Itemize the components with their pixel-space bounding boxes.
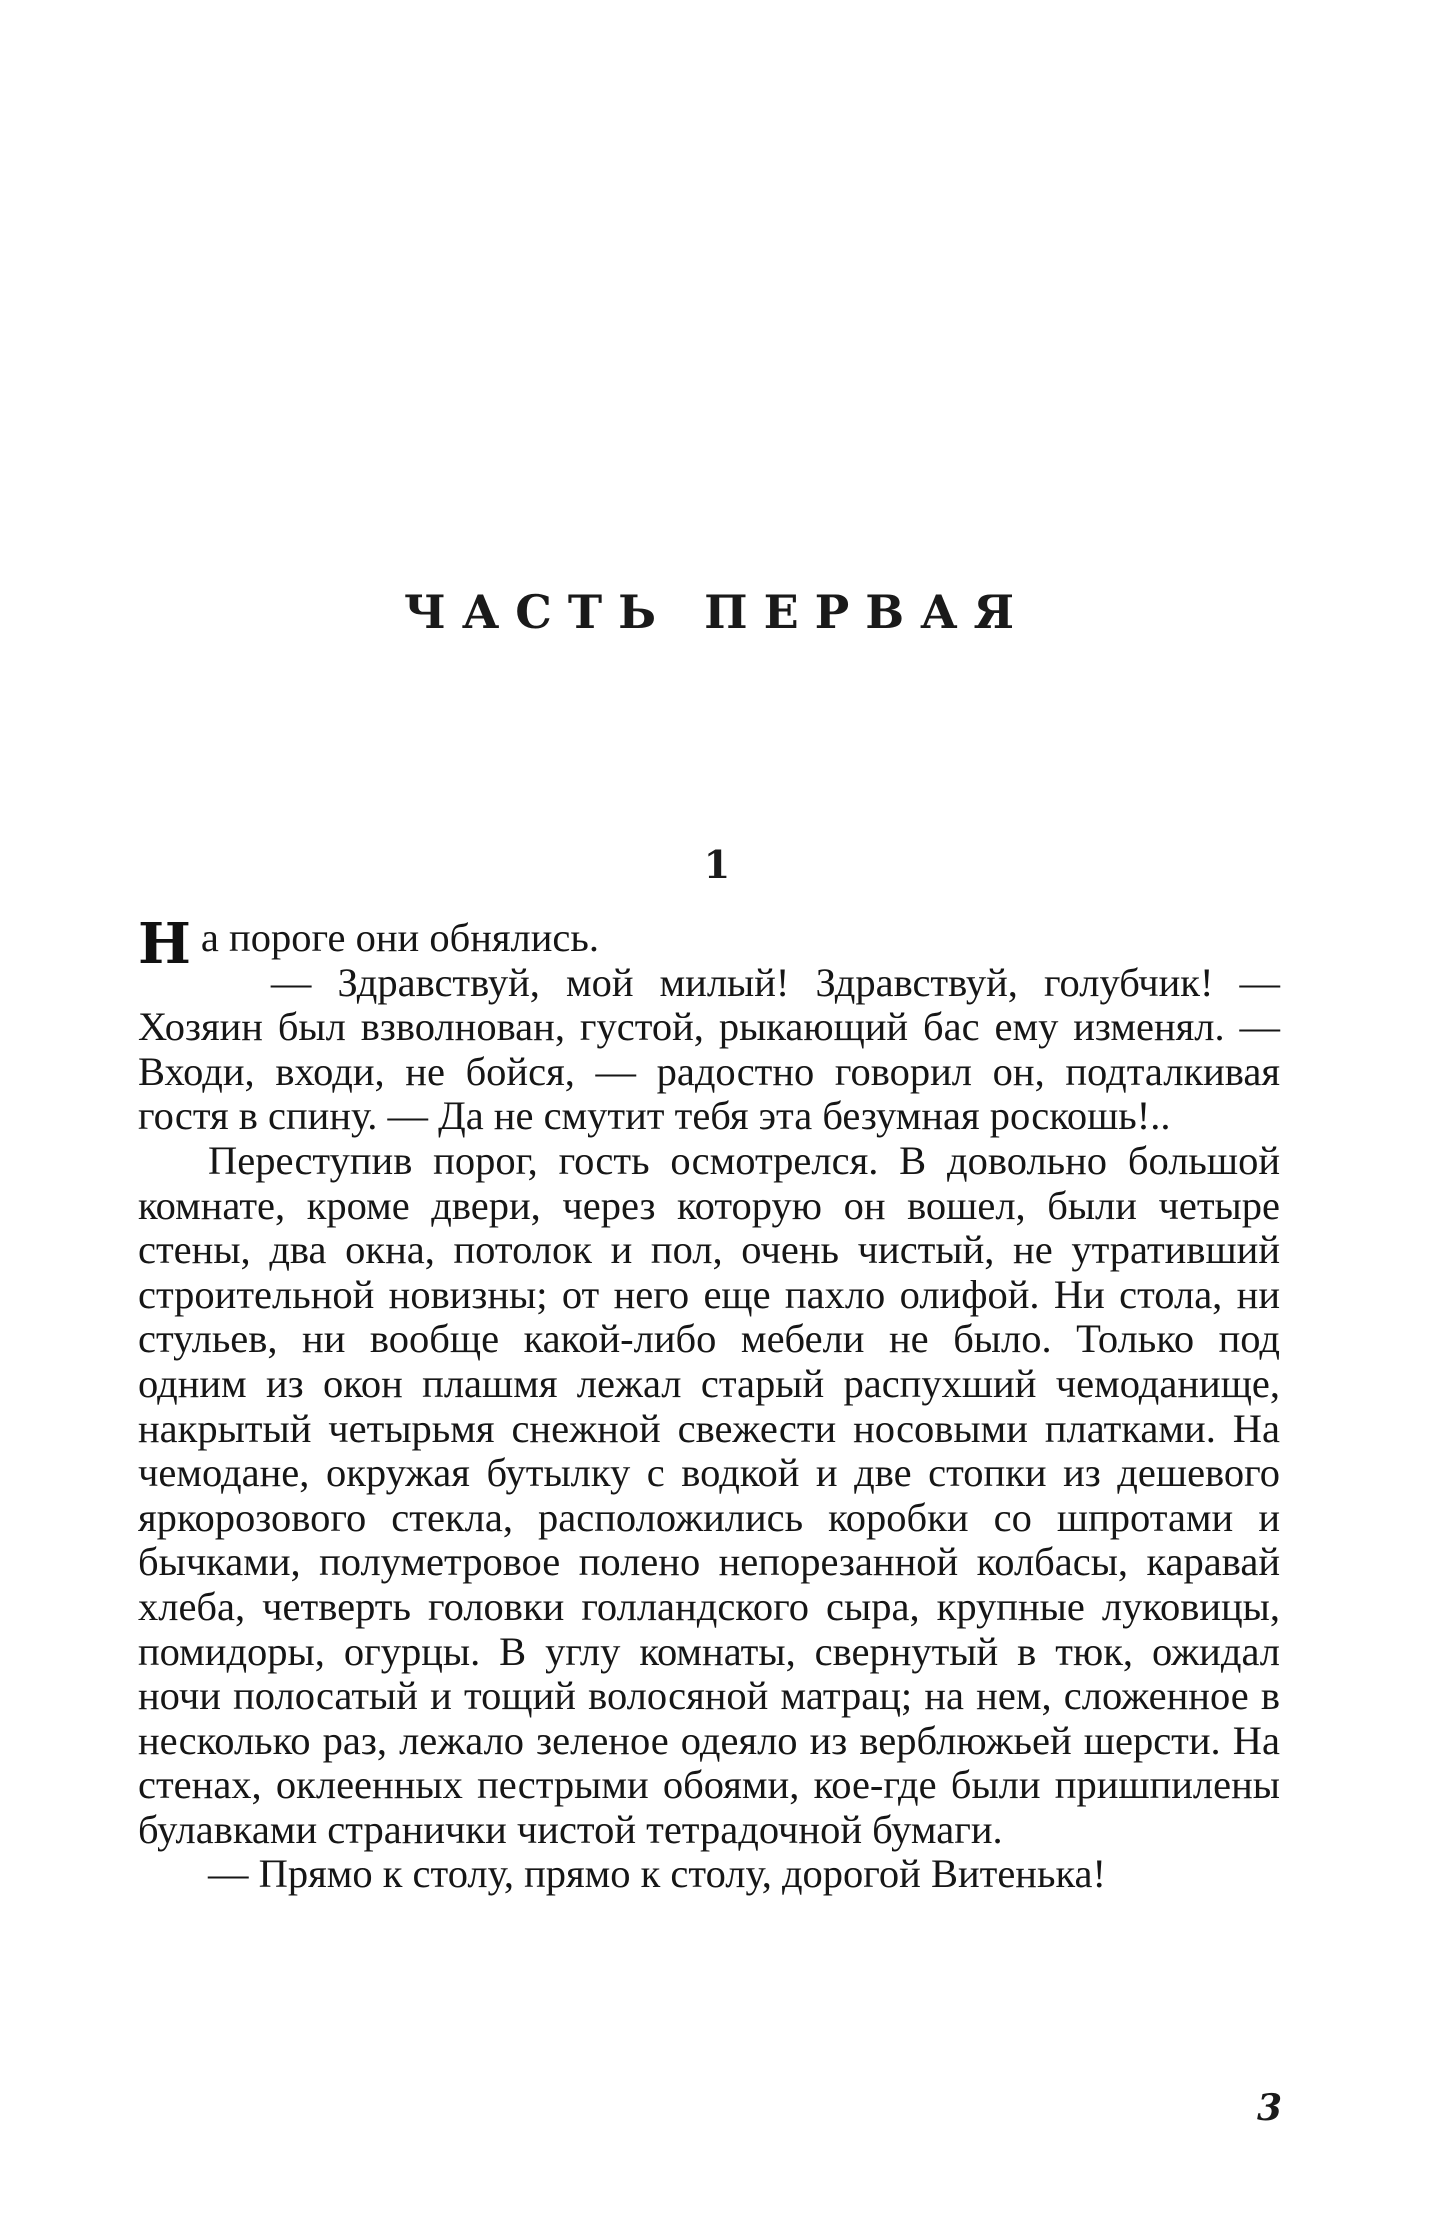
opening-line <box>138 911 1280 977</box>
page-number: 3 <box>1256 2087 1282 2129</box>
paragraph: Переступив порог, гость осмотрелся. В довольно большой комнате, кроме двери, через которую он вошел, были четыре стены, два окна, потолок и пол, очень чистый, не утративший строительной новизны; от него еще пахло олифой. Ни стола, ни стульев, ни вообще какой-либо мебели не было. Только под одним из окон плашмя лежал старый распухший чемоданище, накрытый четырьмя снежной свежести носовыми платками. На чемодане, окружая бутылку с водкой и две стопки из дешевого яркорозового стекла, расположились коробки со шпротами и бычками, полуметровое полено непорезанной колбасы, каравай хлеба, четверть головки голландского сыра, крупные луковицы, помидоры, огурцы. В углу комнаты, свернутый в тюк, ожидал ночи полосатый и тощий волосяной матрац; на нем, сложенное в несколько раз, лежало зеленое одеяло из верблюжьей шерсти. На стенах, оклеенных пестрыми обоями, кое-где были пришпилены булавками странички чистой тетрадочной бумаги. <box>138 1137 1280 1852</box>
part-title: ЧАСТЬ ПЕРВАЯ <box>403 585 1031 639</box>
paragraph: — Прямо к столу, прямо к столу, дорогой Витенька! <box>208 1851 1106 1897</box>
opening-line-text: а пороге они обнялись. <box>200 915 599 960</box>
drop-cap: Н <box>138 911 191 977</box>
paragraph: — Здравствуй, мой милый! Здравствуй, голубчик! — Хозяин был взволнован, густой, рыкающий бас ему изменял. — Входи, входи, не бойся, — радостно говорил он, подталкивая гостя в спину. — Да не смутит тебя эта безумная роскошь!.. <box>138 959 1280 1139</box>
chapter-number: 1 <box>703 842 731 887</box>
chapter-text <box>138 911 1280 1897</box>
